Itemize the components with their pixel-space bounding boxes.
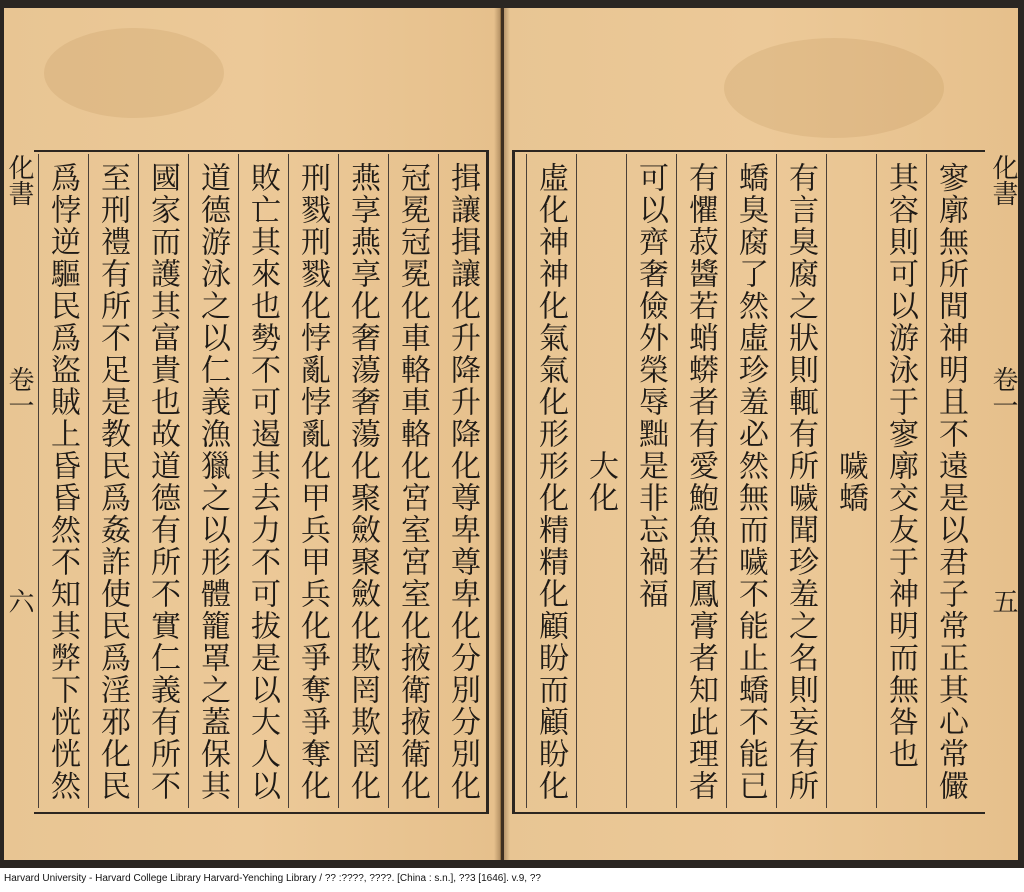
banxin-title: 化書 (988, 154, 1018, 206)
banxin-page: 六 (4, 588, 34, 614)
library-citation: Harvard University - Harvard College Library Harvard-Yenching Library / ?? :????, ????. [China : s.n.], ??3 [1646]. v.9, ?? (4, 873, 541, 884)
left-page (4, 8, 501, 860)
book-gutter (494, 8, 510, 860)
banxin-title: 化書 (4, 154, 34, 206)
left-banxin (6, 154, 32, 804)
banxin-juan: 卷一 (988, 366, 1018, 418)
text-column: 其容則可以游泳于寥廓交友于神明而無咎也 (876, 154, 922, 808)
text-column: 寥廓無所間神明且不遠是以君子常正其心常儼 (926, 154, 972, 808)
text-column: 揖讓揖讓化升降升降化尊卑尊卑化分別分別化 (438, 154, 484, 808)
text-column: 噦蟜 (826, 154, 872, 808)
text-column: 可以齊奢儉外榮辱黜是非忘禍福 (626, 154, 672, 808)
text-column: 至刑禮有所不足是教民爲姦詐使民爲淫邪化民 (88, 154, 134, 808)
right-banxin (990, 154, 1016, 804)
text-column: 燕享燕享化奢蕩奢蕩化聚斂聚斂化欺罔欺罔化 (338, 154, 384, 808)
text-column: 虛化神神化氣氣化形形化精精化顧盼而顧盼化 (526, 154, 572, 808)
text-column: 有言臭腐之狀則輒有所噦聞珍羞之名則妄有所 (776, 154, 822, 808)
right-page (504, 8, 1018, 860)
text-column: 爲悖逆驅民爲盜賊上昏昏然不知其弊下恍恍然 (38, 154, 84, 808)
text-column: 敗亡其來也勢不可遏其去力不可拔是以大人以 (238, 154, 284, 808)
text-column: 有懼菽醬若蛸蟒者有愛鮑魚若鳳膏者知此理者 (676, 154, 722, 808)
banxin-juan: 卷一 (4, 366, 34, 418)
text-column: 道德游泳之以仁義漁獵之以形體籠罩之蓋保其 (188, 154, 234, 808)
text-column: 蟜臭腐了然虛珍羞必然無而噦不能止蟜不能已 (726, 154, 772, 808)
text-column: 刑戮刑戮化悖亂悖亂化甲兵甲兵化爭奪爭奪化 (288, 154, 334, 808)
text-column: 國家而護其富貴也故道德有所不實仁義有所不 (138, 154, 184, 808)
banxin-page: 五 (988, 588, 1018, 614)
text-column: 大化 (576, 154, 622, 808)
text-column: 冠冕冠冕化車輅車輅化宮室宮室化掖衛掖衛化 (388, 154, 434, 808)
